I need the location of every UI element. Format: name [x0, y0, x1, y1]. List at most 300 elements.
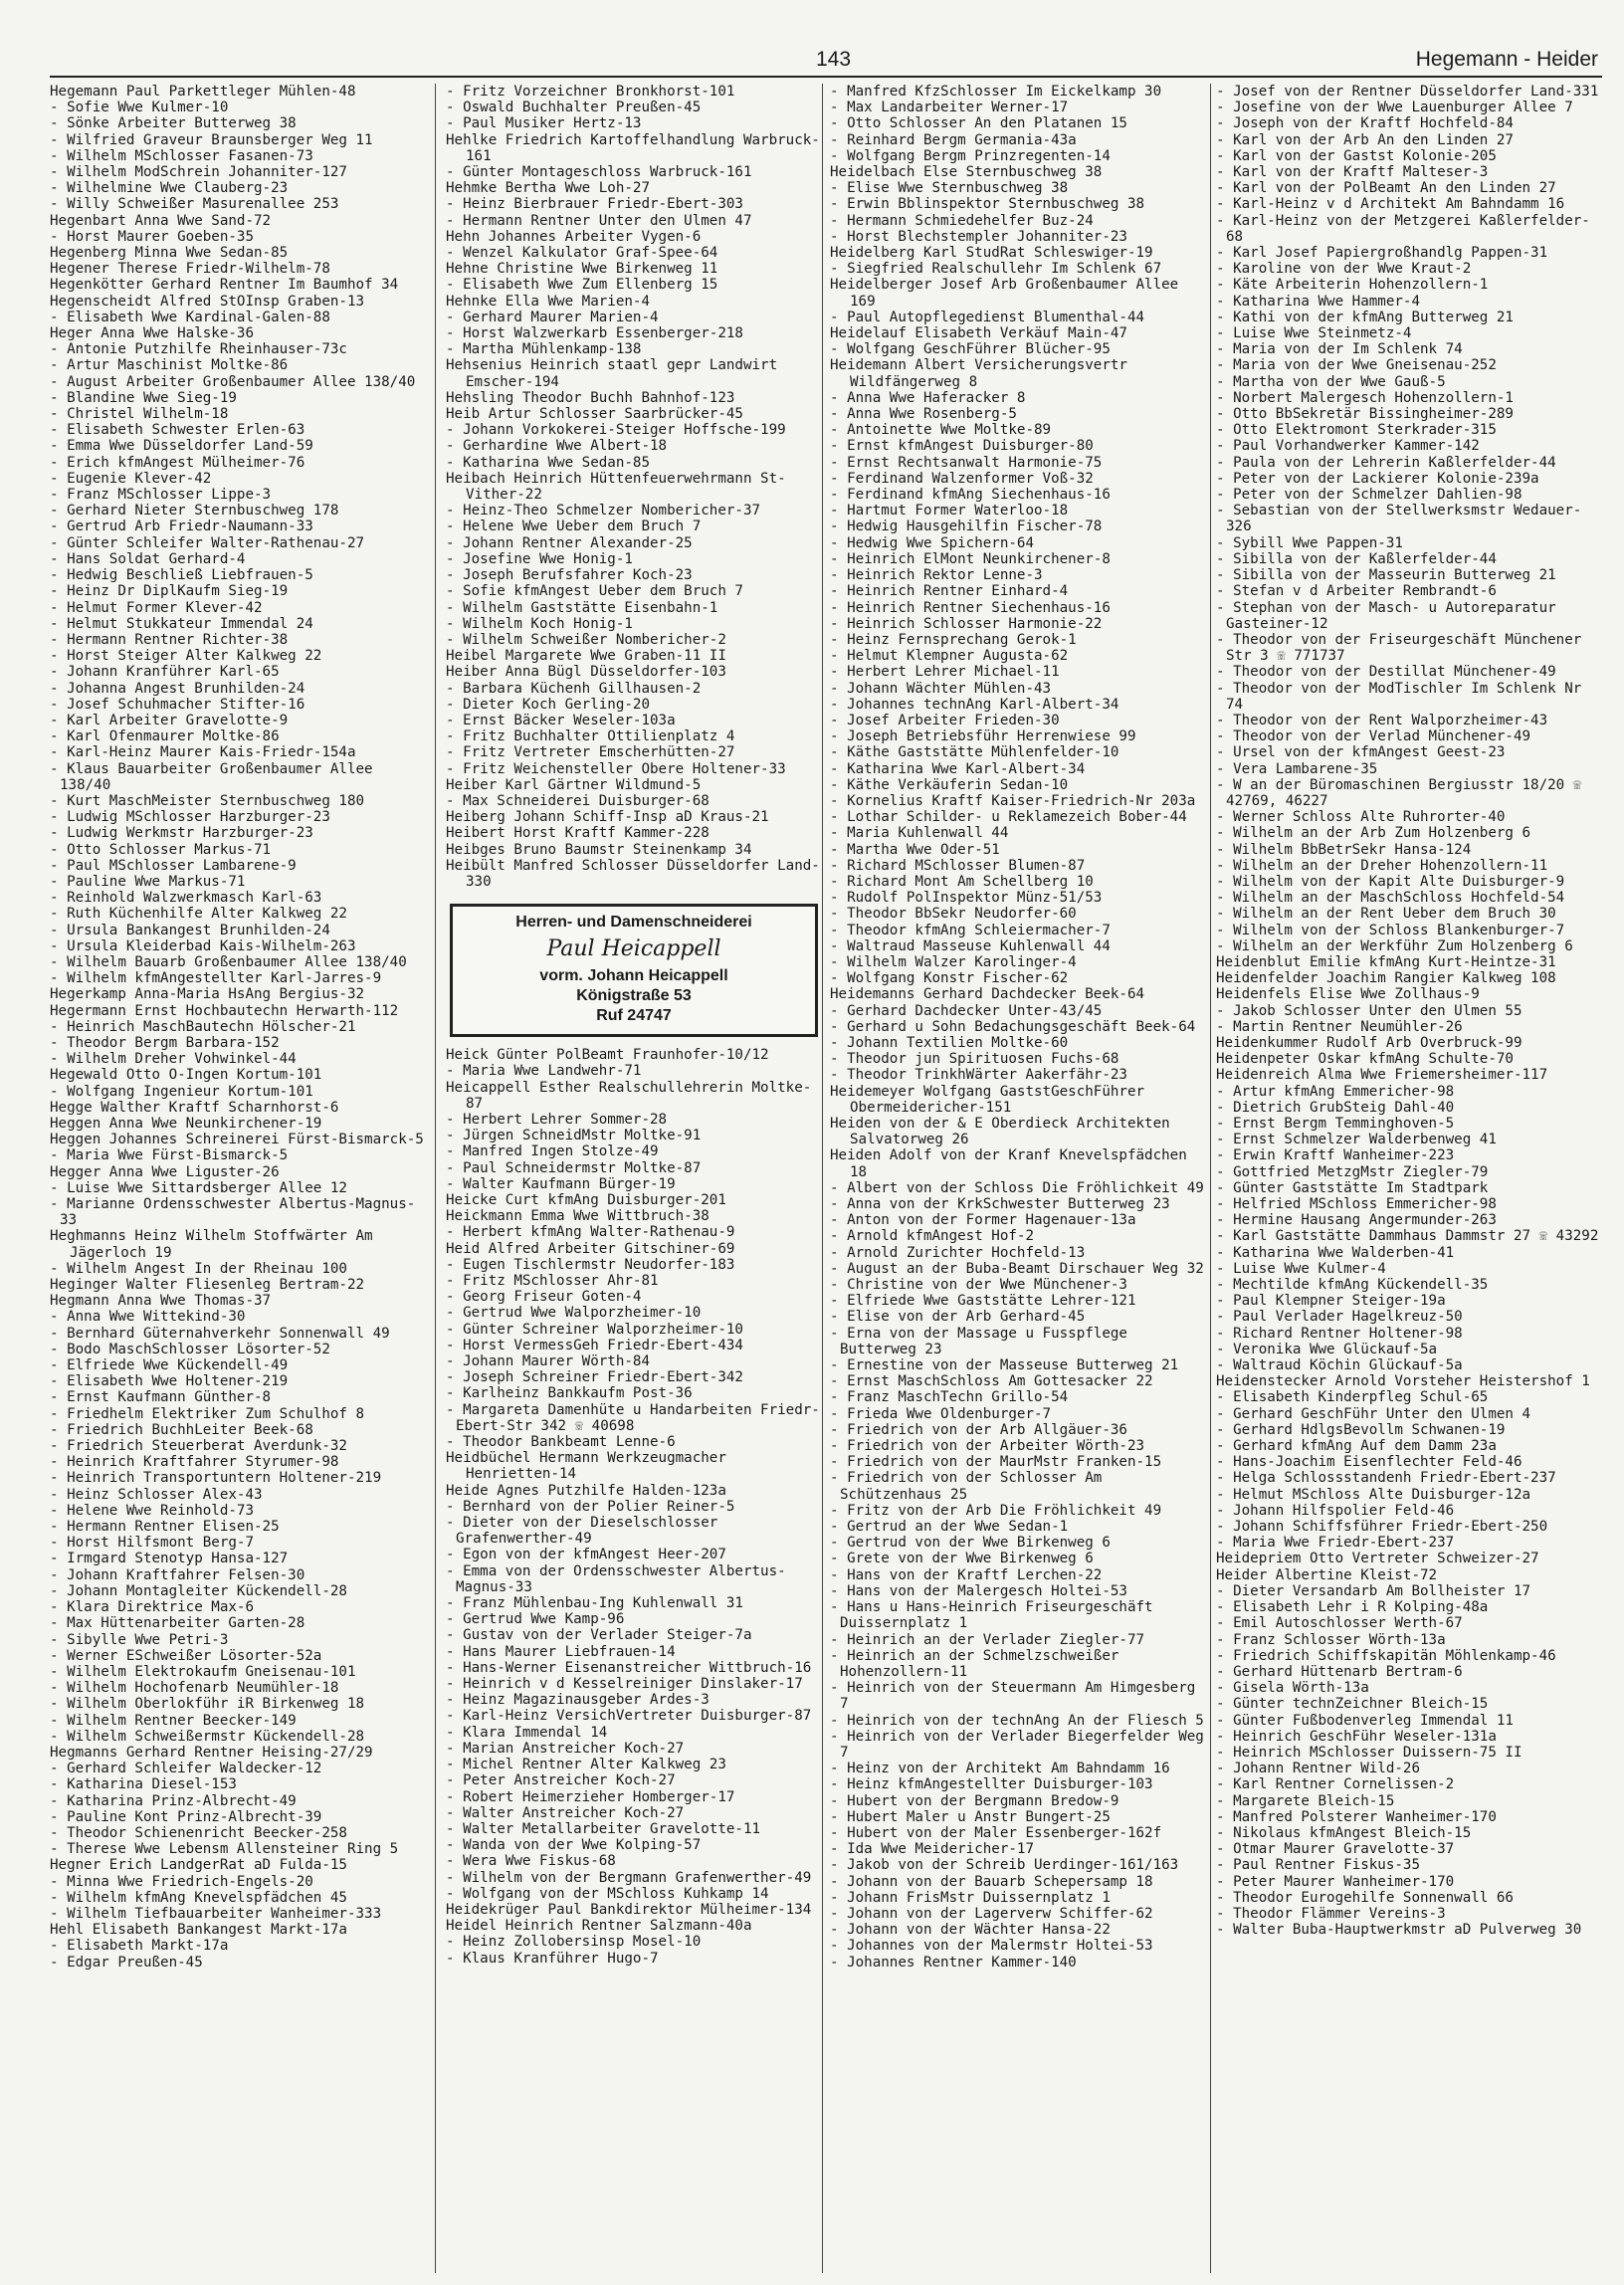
directory-entry: - Pauline Wwe Markus-71 — [50, 873, 246, 890]
directory-entry: - Horst Blechstempler Johanniter-23 — [830, 228, 1127, 245]
directory-entry: - W an der Büromaschinen Bergiusstr 18/20 ☏ 42769, 46227 — [1216, 776, 1582, 809]
directory-entry: - Wilhelm Schweißer Nombericher-2 — [446, 631, 726, 648]
directory-entry: - Richard MSchlosser Blumen-87 — [830, 857, 1086, 874]
directory-entry: - Helene Wwe Ueber dem Bruch 7 — [446, 519, 702, 535]
directory-entry: - Gerhard Nieter Sternbuschweg 178 — [50, 503, 339, 519]
directory-entry: - Elisabeth Markt-17a — [50, 1938, 229, 1955]
directory-entry: - Otto Schlosser Markus-71 — [50, 841, 272, 858]
directory-entry: - Klaus Bauarbeiter Großenbaumer Allee 138/40 — [50, 760, 373, 793]
directory-entry: - Mechtilde kfmAng Kückendell-35 — [1216, 1277, 1489, 1294]
column-divider — [1210, 84, 1211, 2273]
directory-entry: - Peter Anstreicher Koch-27 — [446, 1772, 676, 1789]
directory-entry: Hegewald Otto O-Ingen Kortum-101 — [50, 1067, 322, 1084]
directory-entry: - Josefine von der Wwe Lauenburger Allee 7 — [1216, 100, 1573, 116]
directory-entry: - Paula von der Lehrerin Kaßlerfelder-44 — [1216, 454, 1556, 471]
directory-entry: - Martin Rentner Neumühler-26 — [1216, 1018, 1463, 1035]
ad-line: vorm. Johann Heicappell — [539, 967, 728, 985]
directory-entry: - Hedwig Hausgehilfin Fischer-78 — [830, 519, 1103, 535]
directory-entry: Hegger Anna Wwe Liguster-26 — [50, 1163, 280, 1180]
directory-entry: - Martha Mühlenkamp-138 — [446, 341, 642, 358]
directory-entry: - Elfriede Wwe Gaststätte Lehrer-121 — [830, 1293, 1136, 1310]
directory-entry: - Karl-Heinz Maurer Kais-Friedr-154a — [50, 744, 356, 761]
directory-entry: - Eugen Tischlermstr Neudorfer-183 — [446, 1256, 735, 1273]
directory-entry: - Hubert von der Maler Essenberger-162f — [830, 1824, 1162, 1841]
directory-entry: - Oswald Buchhalter Preußen-45 — [446, 100, 702, 116]
directory-entry: - Erwin Kraftf Wanheimer-223 — [1216, 1147, 1455, 1164]
directory-entry: - Karl Ofenmaurer Moltke-86 — [50, 728, 280, 745]
directory-entry: - Marianne Ordensschwester Albertus-Magnus-33 — [50, 1196, 416, 1229]
directory-entry: - Michel Rentner Alter Kalkweg 23 — [446, 1757, 726, 1773]
directory-entry: - Heinrich MaschBautechn Hölscher-21 — [50, 1018, 356, 1035]
directory-entry: - Maria Wwe Friedr-Ebert-237 — [1216, 1535, 1455, 1552]
directory-entry: Hegenbart Anna Wwe Sand-72 — [50, 212, 272, 229]
directory-entry: - Heinz von der Architekt Am Bahndamm 16 — [830, 1761, 1170, 1777]
directory-entry: - Wilhelm kfmAngestellter Karl-Jarres-9 — [50, 970, 382, 987]
directory-entry: Heggen Johannes Schreinerei Fürst-Bismarck-5 — [50, 1132, 424, 1148]
directory-entry: - Richard Mont Am Schellberg 10 — [830, 873, 1094, 890]
directory-entry: - Norbert Malergesch Hohenzollern-1 — [1216, 389, 1514, 406]
directory-entry: - Wilhelm Tiefbauarbeiter Wanheimer-333 — [50, 1905, 382, 1922]
directory-entry: - Manfred Ingen Stolze-49 — [446, 1143, 659, 1160]
directory-entry: Heidelberg Karl StudRat Schleswiger-19 — [830, 245, 1153, 262]
directory-entry: - Peter Maurer Wanheimer-170 — [1216, 1873, 1455, 1890]
page-number: 143 — [816, 48, 852, 71]
directory-entry: - Ernst Bäcker Weseler-103a — [446, 712, 676, 728]
directory-entry: - August Arbeiter Großenbaumer Allee 138/40 — [50, 373, 416, 390]
directory-entry: Heidemann Albert Versicherungsvertr Wildfängerweg 8 — [830, 357, 1127, 390]
directory-entry: - Wilhelm von der Bergmann Grafenwerther-49 — [446, 1869, 812, 1886]
directory-entry: Heidemeyer Wolfgang GaststGeschFührer Obermeidericher-151 — [830, 1083, 1145, 1116]
directory-entry: - Peter von der Lackierer Kolonie-239a — [1216, 470, 1539, 487]
directory-entry: - Gisela Wörth-13a — [1216, 1680, 1369, 1697]
directory-entry: - Karl von der Gastst Kolonie-205 — [1216, 147, 1497, 164]
directory-entry: - Max Hüttenarbeiter Garten-28 — [50, 1615, 305, 1632]
directory-entry: - Gertrud an der Wwe Sedan-1 — [830, 1519, 1069, 1536]
directory-entry: - Reinhard Bergm Germania-43a — [830, 131, 1077, 148]
directory-entry: - Heinz Dr DiplKaufm Sieg-19 — [50, 583, 289, 600]
directory-entry: - Wilhelm Elektrokaufm Gneisenau-101 — [50, 1663, 356, 1680]
directory-entry: Heibach Heinrich Hüttenfeuerwehrmann St-Vither-22 — [446, 470, 786, 504]
directory-entry: Hehnke Ella Wwe Marien-4 — [446, 293, 650, 310]
directory-entry: - Johann Rentner Wild-26 — [1216, 1761, 1420, 1777]
directory-entry: - Albert von der Schloss Die Fröhlichkeit 49 — [830, 1179, 1204, 1196]
directory-entry: Hegermann Ernst Hochbautechn Herwarth-112 — [50, 1002, 399, 1019]
directory-entry: - Gertrud Wwe Kamp-96 — [446, 1611, 625, 1628]
directory-entry: - Wenzel Kalkulator Graf-Spee-64 — [446, 245, 718, 262]
directory-entry: - Barbara Küchenh Gillhausen-2 — [446, 680, 702, 697]
directory-entry: - Gerhard Dachdecker Unter-43/45 — [830, 1002, 1103, 1019]
directory-entry: - Katharina Prinz-Albrecht-49 — [50, 1792, 297, 1809]
directory-entry: Heiberg Johann Schiff-Insp aD Kraus-21 — [446, 809, 769, 826]
directory-entry: Heginger Walter Fliesenleg Bertram-22 — [50, 1277, 365, 1294]
directory-entry: - Hans von der Malergesch Holtei-53 — [830, 1582, 1127, 1599]
directory-entry: - Manfred Polsterer Wanheimer-170 — [1216, 1808, 1497, 1825]
directory-entry: - Paul Autopflegedienst Blumenthal-44 — [830, 309, 1145, 325]
directory-entry: - Ernst MaschSchloss Am Gottesacker 22 — [830, 1373, 1153, 1390]
directory-entry: - Karl von der PolBeamt An den Linden 27 — [1216, 180, 1556, 197]
directory-entry: - Theodor Bergm Barbara-152 — [50, 1034, 280, 1051]
directory-entry: - Günter Fußbodenverleg Immendal 11 — [1216, 1712, 1514, 1729]
directory-entry: - Johann Maurer Wörth-84 — [446, 1353, 650, 1370]
directory-entry: - Gerhard kfmAng Auf dem Damm 23a — [1216, 1438, 1497, 1455]
directory-entry: - Heinz Magazinausgeber Ardes-3 — [446, 1692, 710, 1709]
directory-entry: - Elfriede Wwe Kückendell-49 — [50, 1357, 289, 1374]
directory-entry: - Werner Schloss Alte Ruhrorter-40 — [1216, 809, 1506, 826]
directory-entry: - Gertrud von der Wwe Birkenweg 6 — [830, 1535, 1111, 1552]
directory-entry: Hegner Erich LandgerRat aD Fulda-15 — [50, 1857, 347, 1874]
directory-entry: - Joseph von der Kraftf Hochfeld-84 — [1216, 115, 1514, 132]
directory-entry: - Maria Wwe Landwehr-71 — [446, 1063, 642, 1080]
directory-entry: - Katharina Wwe Hammer-4 — [1216, 293, 1420, 310]
directory-entry: - Ferdinand kfmAng Siechenhaus-16 — [830, 487, 1111, 504]
directory-entry: - Christine von der Wwe Münchener-3 — [830, 1277, 1127, 1294]
directory-entry: Heib Artur Schlosser Saarbrücker-45 — [446, 406, 743, 423]
directory-entry: - Wilhelm von der Schloss Blankenburger-7 — [1216, 922, 1565, 938]
directory-entry: - Wilfried Graveur Braunsberger Weg 11 — [50, 131, 373, 148]
directory-entry: - Theodor kfmAng Schleiermacher-7 — [830, 922, 1111, 938]
directory-entry: - Wilhelm Oberlokführ iR Birkenweg 18 — [50, 1696, 365, 1713]
directory-entry: - Kornelius Kraftf Kaiser-Friedrich-Nr 203a — [830, 792, 1196, 809]
directory-entry: - Wanda von der Wwe Kolping-57 — [446, 1837, 702, 1854]
directory-entry: - Egon von der kfmAngest Heer-207 — [446, 1547, 726, 1563]
directory-entry: - Karl-Heinz v d Architekt Am Bahndamm 16 — [1216, 196, 1565, 213]
directory-entry: - Katharina Wwe Karl-Albert-34 — [830, 760, 1086, 777]
directory-entry: Heidenfelder Joachim Rangier Kalkweg 108 — [1216, 970, 1556, 987]
directory-entry: - Emma Wwe Düsseldorfer Land-59 — [50, 438, 313, 455]
directory-entry: - Otto Schlosser An den Platanen 15 — [830, 115, 1127, 132]
directory-entry: - Sebastian von der Stellwerksmstr Wedauer-326 — [1216, 503, 1582, 535]
directory-entry: - Hedwig Wwe Spichern-64 — [830, 534, 1034, 551]
column-3 — [830, 84, 1208, 2278]
directory-entry: - Karl-Heinz VersichVertreter Duisburger-87 — [446, 1708, 812, 1725]
directory-entry: - Sibylle Wwe Petri-3 — [50, 1631, 229, 1648]
directory-entry: - Elise Wwe Sternbuschweg 38 — [830, 180, 1069, 197]
directory-entry: - Pauline Kont Prinz-Albrecht-39 — [50, 1808, 322, 1825]
directory-entry: - Theodor Flämmer Vereins-3 — [1216, 1905, 1446, 1922]
directory-entry: Hegerkamp Anna-Maria HsAng Bergius-32 — [50, 986, 365, 1003]
directory-entry: - Theodor Bankbeamt Lenne-6 — [446, 1434, 676, 1451]
directory-entry: - Gerhard HdlgsBevollm Schwanen-19 — [1216, 1421, 1506, 1438]
directory-entry: - Theodor von der Rent Walporzheimer-43 — [1216, 712, 1548, 728]
directory-entry: - Hubert von der Bergmann Bredow-9 — [830, 1792, 1119, 1809]
directory-entry: Hegener Therese Friedr-Wilhelm-78 — [50, 261, 330, 278]
directory-entry: - Franz MaschTechn Grillo-54 — [830, 1389, 1069, 1406]
directory-entry: - Anna Wwe Wittekind-30 — [50, 1309, 246, 1326]
directory-entry: - Erna von der Massage u Fusspflege Butterweg 23 — [830, 1325, 1127, 1357]
directory-entry: - Wilhelm von der Kapit Alte Duisburger-9 — [1216, 873, 1565, 890]
directory-entry: - Marian Anstreicher Koch-27 — [446, 1740, 685, 1757]
directory-entry: - Helene Wwe Reinhold-73 — [50, 1502, 254, 1519]
directory-entry: - Margareta Damenhüte u Handarbeiten Friedr-Ebert-Str 342 ☏ 40698 — [446, 1401, 820, 1434]
directory-entry: - Bodo MaschSchlosser Lösorter-52 — [50, 1341, 330, 1357]
directory-entry: Hehne Christine Wwe Birkenweg 11 — [446, 261, 718, 278]
directory-entry: - Wilhelm Schweißermstr Kückendell-28 — [50, 1728, 365, 1745]
directory-entry: - Wilhelm Walzer Karolinger-4 — [830, 953, 1077, 970]
directory-entry: - Emma von der Ordensschwester Albertus-Magnus-33 — [446, 1562, 786, 1595]
directory-entry: - Wolfgang GeschFührer Blücher-95 — [830, 341, 1111, 358]
directory-entry: - Fritz Buchhalter Ottilienplatz 4 — [446, 728, 735, 745]
ad-signature: Paul Heicappell — [546, 936, 721, 962]
directory-entry: - Karl Gaststätte Dammhaus Dammstr 27 ☏ 43292 — [1216, 1228, 1599, 1245]
directory-entry: - Veronika Wwe Glückauf-5a — [1216, 1341, 1438, 1357]
directory-entry: - Horst Steiger Alter Kalkweg 22 — [50, 648, 322, 665]
directory-entry: - Heinrich Rektor Lenne-3 — [830, 567, 1043, 584]
directory-entry: - Heinrich Transportuntern Holtener-219 — [50, 1470, 382, 1487]
directory-entry: - Hans u Hans-Heinrich Friseurgeschäft Duissernplatz 1 — [830, 1599, 1153, 1632]
directory-entry: - Wilhelm Rentner Beecker-149 — [50, 1712, 297, 1729]
directory-entry: - Helmut Stukkateur Immendal 24 — [50, 615, 313, 632]
directory-entry: - Max Schneiderei Duisburger-68 — [446, 792, 710, 809]
directory-entry: - Dietrich GrubSteig Dahl-40 — [1216, 1099, 1455, 1116]
directory-entry: - Wilhelm an der Dreher Hohenzollern-11 — [1216, 857, 1548, 874]
directory-entry: - Richard Rentner Holtener-98 — [1216, 1325, 1463, 1342]
directory-entry: - Wera Wwe Fiskus-68 — [446, 1853, 616, 1870]
directory-entry: - Johann Kranführer Karl-65 — [50, 664, 280, 681]
directory-entry: - Ernst kfmAngest Duisburger-80 — [830, 438, 1094, 455]
directory-entry: - Katharina Diesel-153 — [50, 1776, 237, 1793]
directory-entry: - Wilhelm Bauarb Großenbaumer Allee 138/40 — [50, 953, 407, 970]
directory-entry: - Friedrich von der MaurMstr Franken-15 — [830, 1454, 1162, 1471]
directory-entry: - Walter Metallarbeiter Gravelotte-11 — [446, 1820, 761, 1837]
directory-entry: - Margarete Bleich-15 — [1216, 1792, 1395, 1809]
directory-entry: - Friedrich Schiffskapitän Möhlenkamp-46 — [1216, 1647, 1556, 1664]
directory-entry: - Georg Friseur Goten-4 — [446, 1289, 642, 1306]
directory-entry: - Johannes technAng Karl-Albert-34 — [830, 696, 1119, 713]
directory-entry: - Maria Kuhlenwall 44 — [830, 825, 1009, 842]
directory-entry: - Elisabeth Lehr i R Kolping-48a — [1216, 1599, 1489, 1616]
directory-entry: - Friedrich von der Arbeiter Wörth-23 — [830, 1438, 1145, 1455]
directory-entry: - Theodor Eurogehilfe Sonnenwall 66 — [1216, 1889, 1514, 1906]
directory-entry: Heidekrüger Paul Bankdirektor Mülheimer-134 — [446, 1901, 812, 1918]
directory-entry: - Johann FrisMstr Duissernplatz 1 — [830, 1889, 1111, 1906]
directory-entry: - Hubert Maler u Anstr Bungert-25 — [830, 1808, 1111, 1825]
column-2 — [446, 84, 824, 2278]
directory-entry: - Gustav von der Verlader Steiger-7a — [446, 1627, 752, 1644]
directory-entry: - Klaus Kranführer Hugo-7 — [446, 1950, 659, 1967]
directory-entry: - Hans Soldat Gerhard-4 — [50, 550, 246, 567]
directory-entry: - Wilhelm Hochofenarb Neumühler-18 — [50, 1680, 339, 1697]
directory-entry: Heibges Bruno Baumstr Steinenkamp 34 — [446, 841, 752, 858]
directory-entry: - Manfred KfzSchlosser Im Eickelkamp 30 — [830, 84, 1162, 100]
directory-entry: - Paul Klempner Steiger-19a — [1216, 1293, 1446, 1310]
directory-entry: - Hans Maurer Liebfrauen-14 — [446, 1643, 676, 1660]
directory-entry: - Gottfried MetzgMstr Ziegler-79 — [1216, 1163, 1489, 1180]
directory-entry: Heide Agnes Putzhilfe Halden-123a — [446, 1482, 726, 1499]
directory-entry: - Waltraud Masseuse Kuhlenwall 44 — [830, 937, 1111, 954]
directory-entry: - Paul Rentner Fiskus-35 — [1216, 1857, 1420, 1874]
directory-entry: - Helmut Klempner Augusta-62 — [830, 648, 1069, 665]
directory-entry: - Christel Wilhelm-18 — [50, 406, 229, 423]
directory-entry: - Fritz Weichensteller Obere Holtener-33 — [446, 760, 786, 777]
directory-entry: - Gerhard Maurer Marien-4 — [446, 309, 659, 325]
directory-entry: - Helmut MSchloss Alte Duisburger-12a — [1216, 1486, 1531, 1503]
directory-entry: - Artur kfmAng Emmericher-98 — [1216, 1083, 1455, 1100]
directory-entry: - Karoline von der Wwe Kraut-2 — [1216, 261, 1472, 278]
directory-entry: - Wilhelm an der Arb Zum Holzenberg 6 — [1216, 825, 1531, 842]
directory-entry: - Franz Schlosser Wörth-13a — [1216, 1631, 1446, 1648]
directory-entry: - Heinrich ElMont Neunkirchener-8 — [830, 550, 1111, 567]
directory-entry: - Gertrud Arb Friedr-Naumann-33 — [50, 519, 313, 535]
directory-entry: - Paul Musiker Hertz-13 — [446, 115, 642, 132]
directory-entry: - Wilhelm BbBetrSekr Hansa-124 — [1216, 841, 1472, 858]
directory-entry: - Heinrich von der Steuermann Am Himgesberg 7 — [830, 1680, 1196, 1713]
directory-entry: Heibert Horst Kraftf Kammer-228 — [446, 825, 710, 842]
directory-entry: Heidelbach Else Sternbuschweg 38 — [830, 164, 1103, 181]
directory-entry: - Waltraud Köchin Glückauf-5a — [1216, 1357, 1463, 1374]
directory-entry: - Willy Schweißer Masurenallee 253 — [50, 196, 339, 213]
directory-entry: - Johann von der Bauarb Schepersamp 18 — [830, 1873, 1153, 1890]
directory-entry: - Ursula Bankangest Brunhilden-24 — [50, 922, 330, 938]
directory-entry: - Helga Schlossstandenh Friedr-Ebert-237 — [1216, 1470, 1556, 1487]
directory-entry: - Horst VermessGeh Friedr-Ebert-434 — [446, 1337, 743, 1353]
directory-entry: - Theodor von der Destillat Münchener-49 — [1216, 664, 1556, 681]
directory-entry: - Günter Schleifer Walter-Rathenau-27 — [50, 534, 365, 551]
directory-entry: Heibült Manfred Schlosser Düsseldorfer Land-330 — [446, 857, 820, 890]
directory-entry: - Karl Josef Papiergroßhandlg Pappen-31 — [1216, 245, 1548, 262]
directory-entry: - Hermann Rentner Richter-38 — [50, 631, 289, 648]
directory-entry: - Arnold Zurichter Hochfeld-13 — [830, 1244, 1086, 1261]
directory-entry: - Johann Vorkokerei-Steiger Hoffsche-199 — [446, 422, 786, 439]
directory-entry: - Ernst Kaufmann Günther-8 — [50, 1389, 272, 1406]
directory-entry: - Arnold kfmAngest Hof-2 — [830, 1228, 1034, 1245]
column-2-entries-top — [446, 84, 824, 890]
directory-entry: Heidenpeter Oskar kfmAng Schulte-70 — [1216, 1051, 1514, 1068]
directory-entry: - Sibilla von der Kaßlerfelder-44 — [1216, 550, 1497, 567]
directory-entry: - Grete von der Wwe Birkenweg 6 — [830, 1551, 1094, 1567]
directory-entry: - Klara Direktrice Max-6 — [50, 1599, 254, 1616]
directory-entry: - Luise Wwe Sittardsberger Allee 12 — [50, 1179, 347, 1196]
directory-entry: - Heinz-Theo Schmelzer Nombericher-37 — [446, 503, 761, 519]
directory-entry: - Heinrich Rentner Siechenhaus-16 — [830, 599, 1111, 616]
directory-entry: - Vera Lambarene-35 — [1216, 760, 1378, 777]
directory-entry: - Martha von der Wwe Gauß-5 — [1216, 373, 1446, 390]
directory-entry: - Maria von der Im Schlenk 74 — [1216, 341, 1463, 358]
directory-entry: - Werner ESchweißer Lösorter-52a — [50, 1647, 322, 1664]
directory-entry: - Friedhelm Elektriker Zum Schulhof 8 — [50, 1405, 365, 1422]
directory-entry: - Friedrich von der Arb Allgäuer-36 — [830, 1421, 1127, 1438]
directory-entry: - Maria von der Wwe Gneisenau-252 — [1216, 357, 1497, 374]
directory-entry: - Robert Heimerzieher Homberger-17 — [446, 1788, 735, 1805]
directory-entry: Heicappell Esther Realschullehrerin Moltke-87 — [446, 1079, 812, 1112]
directory-entry: Hegmanns Gerhard Rentner Heising-27/29 — [50, 1744, 373, 1761]
directory-entry: - Dieter Versandarb Am Bollheister 17 — [1216, 1582, 1531, 1599]
page-header — [50, 44, 1602, 78]
directory-entry: - Friedrich Steuerberat Averdunk-32 — [50, 1438, 347, 1455]
directory-entry: Heger Anna Wwe Halske-36 — [50, 325, 254, 342]
directory-entry: Heiden Adolf von der Kranf Knevelspfädchen 18 — [830, 1147, 1187, 1180]
directory-entry: - Siegfried Realschullehr Im Schlenk 67 — [830, 261, 1162, 278]
directory-entry: - Heinrich von der technAng An der Fliesch 5 — [830, 1712, 1204, 1729]
directory-entry: - Ruth Küchenhilfe Alter Kalkweg 22 — [50, 906, 347, 923]
directory-entry: - Käte Arbeiterin Hohenzollern-1 — [1216, 277, 1489, 294]
directory-entry: - Ursula Kleiderbad Kais-Wilhelm-263 — [50, 937, 356, 954]
directory-entry: - Theodor TrinkhWärter Aakerfähr-23 — [830, 1067, 1127, 1084]
directory-entry: - Otmar Maurer Gravelotte-37 — [1216, 1841, 1455, 1858]
directory-entry: - Hedwig Beschließ Liebfrauen-5 — [50, 567, 313, 584]
directory-entry: - Heinrich GeschFühr Weseler-131a — [1216, 1728, 1497, 1745]
directory-entry: - Eugenie Klever-42 — [50, 470, 212, 487]
directory-entry: - Hermann Schmiedehelfer Buz-24 — [830, 212, 1094, 229]
directory-entry: - Gerhard Schleifer Waldecker-12 — [50, 1761, 322, 1777]
directory-entry: - Wilhelm MSchlosser Fasanen-73 — [50, 147, 313, 164]
directory-entry: - Kathi von der kfmAng Butterweg 21 — [1216, 309, 1514, 325]
directory-entry: - Artur Maschinist Moltke-86 — [50, 357, 289, 374]
directory-entry: - Anton von der Former Hagenauer-13a — [830, 1212, 1136, 1229]
directory-entry: - Irmgard Stenotyp Hansa-127 — [50, 1551, 289, 1567]
directory-entry: - Karl von der Arb An den Linden 27 — [1216, 131, 1514, 148]
directory-entry: - Walter Kaufmann Bürger-19 — [446, 1175, 676, 1192]
directory-entry: Heidelauf Elisabeth Verkäuf Main-47 — [830, 325, 1127, 342]
directory-entry: - Wilhelm ModSchrein Johanniter-127 — [50, 164, 347, 181]
directory-entry: - Theodor jun Spirituosen Fuchs-68 — [830, 1051, 1119, 1068]
directory-entry: - Wilhelm Koch Honig-1 — [446, 615, 633, 632]
directory-entry: - Dieter Koch Gerling-20 — [446, 696, 650, 713]
directory-entry: - Anna Wwe Rosenberg-5 — [830, 406, 1017, 423]
directory-entry: - Sibilla von der Masseurin Butterweg 21 — [1216, 567, 1556, 584]
directory-entry: - Herbert Lehrer Michael-11 — [830, 664, 1060, 681]
directory-entry: - Maria Wwe Fürst-Bismarck-5 — [50, 1147, 289, 1164]
directory-entry: - Horst Maurer Goeben-35 — [50, 228, 254, 245]
advertisement-box — [450, 904, 818, 1037]
directory-entry: - Hermann Rentner Unter den Ulmen 47 — [446, 212, 752, 229]
directory-entry: - Sofie Wwe Kulmer-10 — [50, 100, 229, 116]
directory-entry: - Wolfgang Bergm Prinzregenten-14 — [830, 147, 1111, 164]
directory-entry: - Walter Anstreicher Koch-27 — [446, 1804, 685, 1821]
directory-entry: - Jürgen SchneidMstr Moltke-91 — [446, 1128, 702, 1144]
directory-entry: Heicke Curt kfmAng Duisburger-201 — [446, 1191, 726, 1208]
directory-entry: - Johann Rentner Alexander-25 — [446, 534, 693, 551]
directory-entry: Hehsenius Heinrich staatl gepr Landwirt Emscher-194 — [446, 357, 778, 390]
column-1 — [50, 84, 428, 2278]
directory-entry: - Helfried MSchloss Emmericher-98 — [1216, 1196, 1497, 1213]
directory-entry: - Hermine Hausang Angermunder-263 — [1216, 1212, 1497, 1229]
directory-entry: - Franz MSchlosser Lippe-3 — [50, 487, 272, 504]
directory-entry: - Johannes von der Malermstr Holtei-53 — [830, 1938, 1153, 1955]
directory-entry: - Stephan von der Masch- u Autoreparatur Gasteiner-12 — [1216, 599, 1556, 632]
directory-entry: - Karl Arbeiter Gravelotte-9 — [50, 712, 289, 728]
directory-entry: - Gerhardine Wwe Albert-18 — [446, 438, 668, 455]
directory-entry: - Klara Immendal 14 — [446, 1724, 608, 1741]
directory-entry: - Wilhelmine Wwe Clauberg-23 — [50, 180, 289, 197]
directory-entry: - Ernestine von der Masseuse Butterweg 21 — [830, 1357, 1179, 1374]
directory-entry: - Karl von der Kraftf Malteser-3 — [1216, 164, 1489, 181]
directory-entry: Heghmanns Heinz Wilhelm Stoffwärter Am Jägerloch 19 — [50, 1228, 373, 1261]
directory-entry: - Josefine Wwe Honig-1 — [446, 550, 633, 567]
directory-entry: - Anna von der KrkSchwester Butterweg 23 — [830, 1196, 1170, 1213]
directory-entry: - Karl Rentner Cornelissen-2 — [1216, 1776, 1455, 1793]
directory-entry: Heidenkummer Rudolf Arb Overbruck-99 — [1216, 1034, 1522, 1051]
directory-entry: - Edgar Preußen-45 — [50, 1954, 203, 1971]
directory-entry: - Ludwig Werkmstr Harzburger-23 — [50, 825, 313, 842]
directory-entry: - Johann Textilien Moltke-60 — [830, 1034, 1069, 1051]
directory-entry: - Erwin Bblinspektor Sternbuschweg 38 — [830, 196, 1145, 213]
directory-entry: - Elisabeth Kinderpfleg Schul-65 — [1216, 1389, 1489, 1406]
directory-entry: - Fritz von der Arb Die Fröhlichkeit 49 — [830, 1502, 1162, 1519]
directory-entry: - Bernhard Güternahverkehr Sonnenwall 49 — [50, 1325, 390, 1342]
ad-title: Herren- und Damenschneiderei — [515, 914, 752, 932]
directory-entry: Heidbüchel Hermann Werkzeugmacher Henrietten-14 — [446, 1450, 726, 1483]
directory-entry: - Hartmut Former Waterloo-18 — [830, 503, 1069, 519]
directory-entry: - Fritz Vertreter Emscherhütten-27 — [446, 744, 735, 761]
directory-entry: - Fritz MSchlosser Ahr-81 — [446, 1273, 659, 1289]
directory-entry: - Sybill Wwe Pappen-31 — [1216, 534, 1403, 551]
directory-entry: Heidenblut Emilie kfmAng Kurt-Heintze-31 — [1216, 953, 1556, 970]
directory-entry: - Bernhard von der Polier Reiner-5 — [446, 1498, 735, 1515]
directory-entry: - Käthe Gaststätte Mühlenfelder-10 — [830, 744, 1119, 761]
directory-entry: Heider Albertine Kleist-72 — [1216, 1566, 1438, 1583]
directory-entry: - Horst Hilfsmont Berg-7 — [50, 1535, 254, 1552]
directory-entry: - Wolfgang Ingenieur Kortum-101 — [50, 1083, 313, 1100]
